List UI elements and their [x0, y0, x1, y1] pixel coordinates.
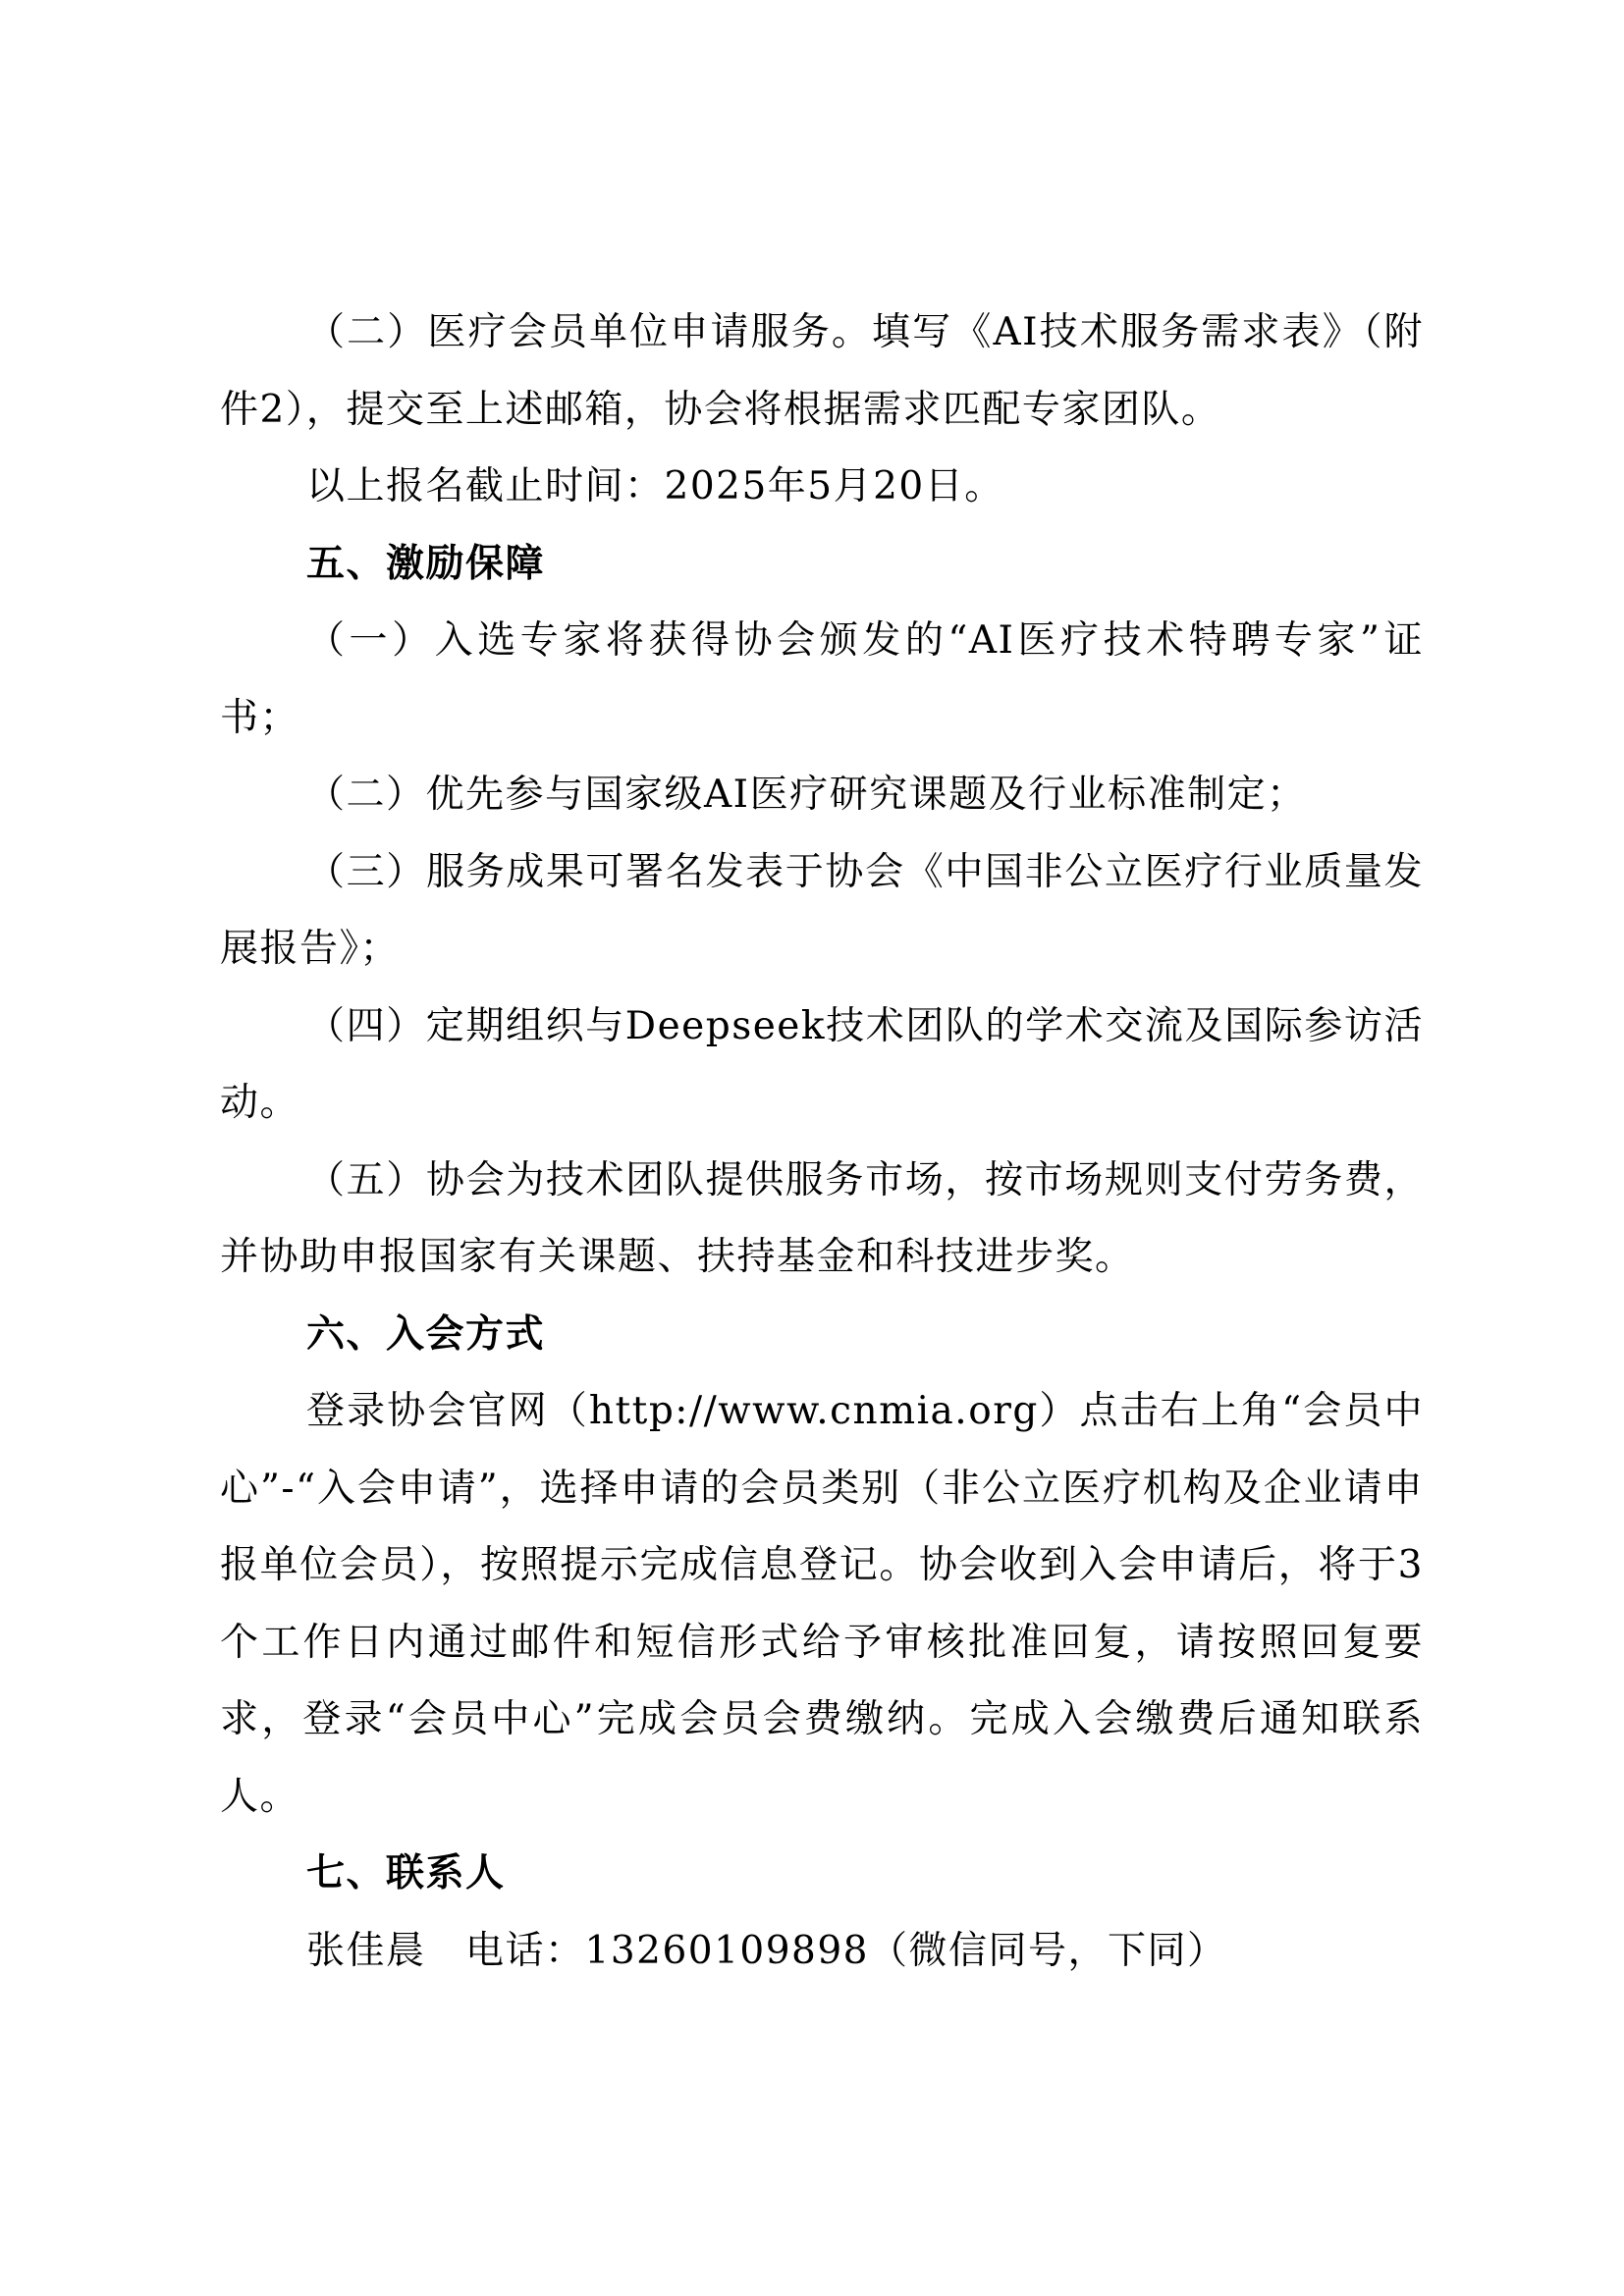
section-heading-membership: 六、入会方式	[306, 1311, 546, 1357]
paragraph-membership-steps: 登录协会官网（http://www.cnmia.org）点击右上角“会员中心”-“入会申请”，选择申请的会员类别（非公立医疗机构及企业请申报单位会员），按照提示完成信息登记。协会收到入会申请后，将于3个工作日内通过邮件和短信形式给予审核批准回复，请按照回复要求，登录“会员中心”完成会员会费缴纳。完成入会缴费后通知联系人。	[220, 1389, 1424, 1819]
paragraph-contact-person: 张佳晨 电话：13260109898（微信同号，下同）	[306, 1928, 1227, 1973]
paragraph-incentive-2: （二）优先参与国家级AI医疗研究课题及行业标准制定；	[306, 773, 1307, 817]
section-heading-contact: 七、联系人	[306, 1851, 506, 1896]
section-heading-incentives: 五、激励保障	[306, 541, 546, 586]
paragraph-registration-deadline: 以上报名截止时间：2025年5月20日。	[306, 464, 1004, 508]
paragraph-incentive-3: （三）服务成果可署名发表于协会《中国非公立医疗行业质量发展报告》；	[220, 849, 1424, 971]
paragraph-medical-member-service: （二）医疗会员单位申请服务。填写《AI技术服务需求表》（附件2），提交至上述邮箱，协会将根据需求匹配专家团队。	[220, 310, 1424, 432]
document-body	[220, 294, 1424, 1990]
paragraph-incentive-5: （五）协会为技术团队提供服务市场，按市场规则支付劳务费，并协助申报国家有关课题、扶持基金和科技进步奖。	[220, 1157, 1424, 1279]
paragraph-incentive-1: （一）入选专家将获得协会颁发的“AI医疗技术特聘专家”证书；	[220, 618, 1424, 740]
paragraph-incentive-4: （四）定期组织与Deepseek技术团队的学术交流及国际参访活动。	[220, 1003, 1424, 1125]
